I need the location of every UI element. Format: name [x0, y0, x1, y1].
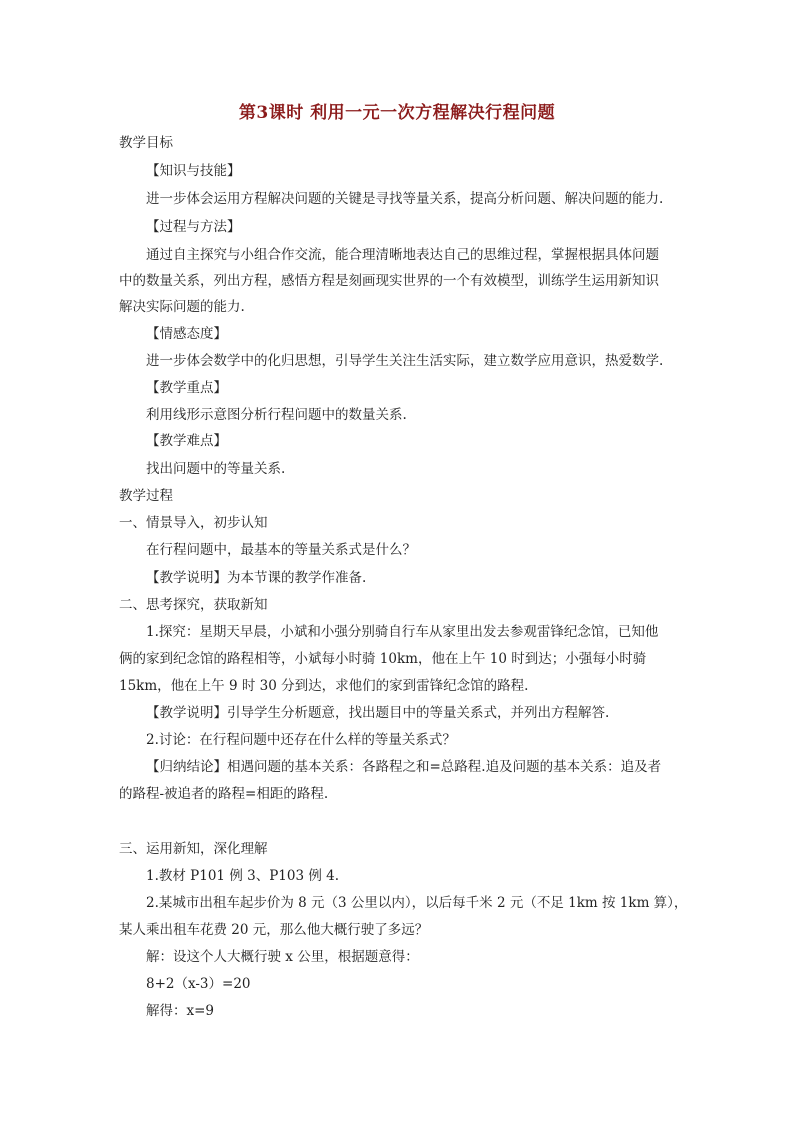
paragraph-line: 15km，他在上午 9 时 30 分到达，求他们的家到雷锋纪念馆的路程. — [119, 678, 529, 694]
subheading-difficulties: 【教学难点】 — [146, 433, 227, 449]
subheading-key-points: 【教学重点】 — [146, 380, 227, 396]
paragraph-line: 进一步体会数学中的化归思想，引导学生关注生活实际，建立数学应用意识，热爱数学. — [146, 353, 664, 369]
paragraph-line: 中的数量关系，列出方程，感悟方程是刻画现实世界的一个有效模型，训练学生运用新知识 — [119, 273, 659, 289]
section-heading-3: 三、运用新知，深化理解 — [119, 841, 268, 857]
paragraph-line: 通过自主探究与小组合作交流，能合理清晰地表达自己的思维过程，掌握根据具体问题 — [146, 247, 659, 263]
paragraph-line: 进一步体会运用方程解决问题的关键是寻找等量关系，提高分析问题、解决问题的能力. — [146, 191, 664, 207]
section-heading-2: 二、思考探究，获取新知 — [119, 597, 268, 613]
paragraph-line: 1.探究：星期天早晨，小斌和小强分别骑自行车从家里出发去参观雷锋纪念馆，已知他 — [146, 624, 659, 640]
subheading-attitude: 【情感态度】 — [146, 326, 227, 342]
paragraph-line: 找出问题中的等量关系. — [146, 461, 286, 477]
paragraph-line: 俩的家到纪念馆的路程相等，小斌每小时骑 10km，他在上午 10 时到达；小强每小时骑 — [119, 651, 647, 667]
paragraph-line: 2.讨论：在行程问题中还存在什么样的等量关系式？ — [146, 732, 456, 748]
section-heading-objectives: 教学目标 — [119, 135, 173, 151]
paragraph-line: 利用线形示意图分析行程问题中的数量关系. — [146, 407, 407, 423]
equation-line: 解得：x=9 — [146, 1003, 215, 1019]
paragraph-line: 某人乘出租车花费 20 元，那么他大概行驶了多远？ — [119, 922, 429, 938]
paragraph-line: 【归纳结论】相遇问题的基本关系：各路程之和=总路程.追及问题的基本关系：追及者 — [146, 759, 662, 775]
paragraph-line: 在行程问题中，最基本的等量关系式是什么？ — [146, 542, 416, 558]
subheading-knowledge-skills: 【知识与技能】 — [146, 163, 241, 179]
paragraph-line: 【教学说明】为本节课的教学作准备. — [146, 570, 367, 586]
subheading-process-method: 【过程与方法】 — [146, 219, 241, 235]
paragraph-line: 1.教材 P101 例 3、P103 例 4. — [146, 868, 340, 884]
paragraph-line: 的路程-被追者的路程=相距的路程. — [119, 786, 329, 802]
section-heading-1: 一、情景导入，初步认知 — [119, 515, 268, 531]
paragraph-line: 2.某城市出租车起步价为 8 元（3 公里以内），以后每千米 2 元（不足 1km 按 1km 算）， — [146, 895, 688, 911]
document-title: 第3课时 利用一元一次方程解决行程问题 — [238, 103, 556, 123]
equation-line: 8+2（x-3）=20 — [146, 976, 251, 992]
paragraph-line: 【教学说明】引导学生分析题意，找出题目中的等量关系式，并列出方程解答. — [146, 705, 610, 721]
paragraph-line: 解：设这个人大概行驶 x 公里，根据题意得： — [146, 949, 419, 965]
section-heading-process: 教学过程 — [119, 488, 173, 504]
paragraph-line: 解决实际问题的能力. — [119, 299, 245, 315]
